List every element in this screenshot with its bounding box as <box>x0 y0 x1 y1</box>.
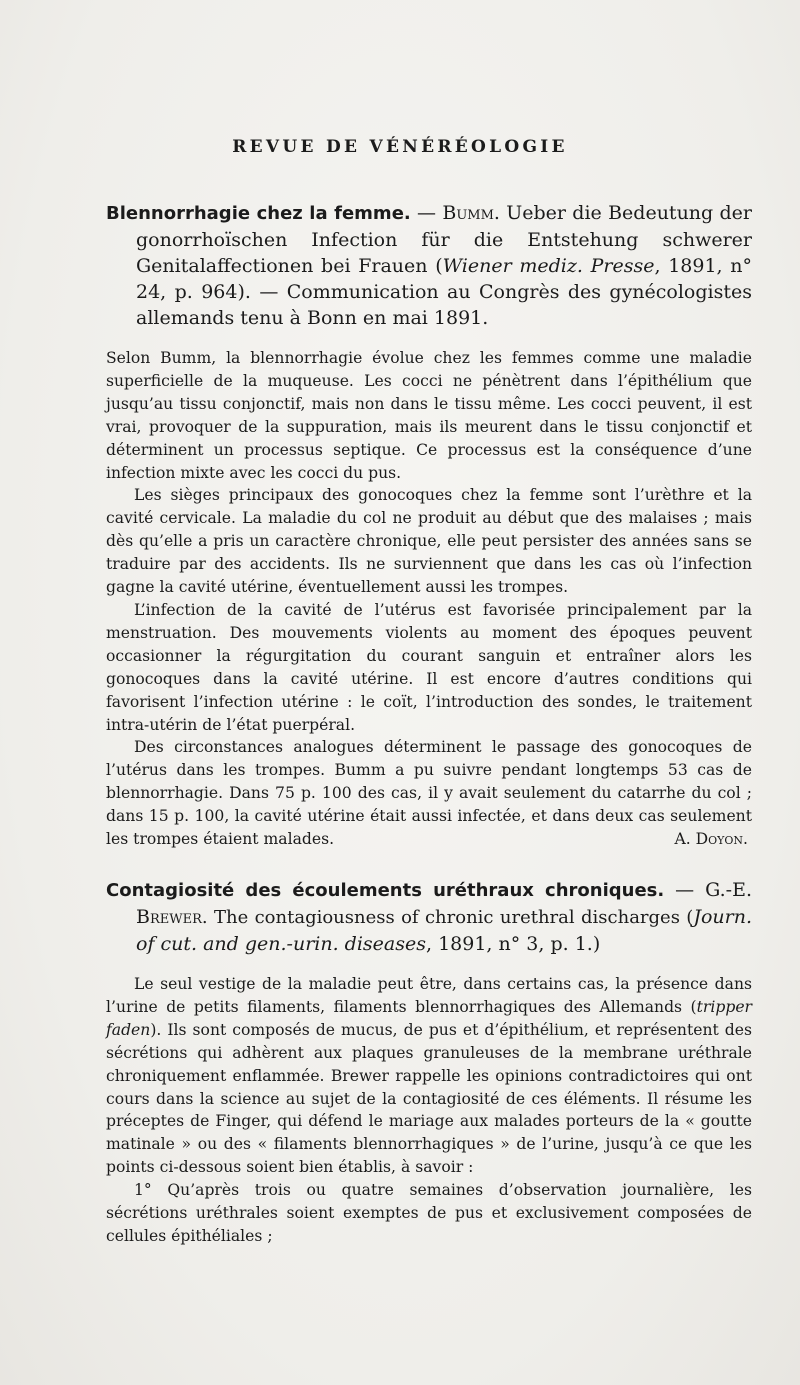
article-subject: Contagiosité des écoulements uréthraux chroniques. <box>106 880 665 901</box>
body-paragraph: Selon Bumm, la blennorrhagie évolue chez les femmes comme une maladie superficielle de la muqueuse. Les cocci ne pénètrent dans l’épithélium que jusqu’au tissu conjonctif, mais non dans le tissu même. Les cocci peuvent, il est vrai, provoquer de la suppuration, mais ils meurent dans le tissu conjonctif et déterminent un processus septique. Ce processus est la conséquence d’une infection mixte avec les cocci du pus. <box>106 349 752 482</box>
article-title-post: , 1891, n° 3, p. 1.) <box>426 933 601 955</box>
article-blennorrhagie <box>106 200 752 851</box>
signature: A. Doyon. <box>674 830 748 849</box>
article-author: G.-E. Brewer <box>136 879 752 928</box>
running-head: REVUE DE VÉNÉRÉOLOGIE <box>232 137 568 157</box>
article-title-post: , 1891, n° 24, p. 964). — Communication au Congrès des gynécologistes allemands tenu à Bonn en mai 1891. <box>136 255 752 329</box>
article-journal: Wiener mediz. Presse <box>442 255 655 277</box>
body-paragraph: L’infection de la cavité de l’utérus est favorisée principalement par la menstruation. Des mouvements violents au moment des époques peuvent occasionner la régurgitation du courant sanguin et entraîner alors les gonocoques dans la cavité utérine. Il est encore d’autres conditions qui favorisent l’infection utérine : le coït, l’introduction des sondes, le traitement intra-utérin de l’état puerpéral. <box>106 600 752 734</box>
paragraph-text: ). Ils sont composés de mucus, de pus et d’épithélium, et représentent des sécrétions qui adhèrent aux plaques granuleuses de la membrane uréthrale chroniquement enflammée. Brewer rappelle les opinions contradictoires qui ont cours dans la science au sujet de la contagiosité de ces éléments. Il résume les préceptes de Finger, qui défend le mariage aux malades porteurs de la « goutte matinale » ou des « filaments blennorrhagiques » de l’urine, jusqu’à ce que les points ci-dessous soient bien établis, à savoir : <box>106 1020 752 1177</box>
article-heading <box>106 200 752 331</box>
article-author: Bumm <box>442 202 494 224</box>
article-journal: Journ. of cut. and gen.-urin. diseases <box>136 906 752 955</box>
article-subject: Blennorrhagie chez la femme. <box>106 203 411 224</box>
paragraph-italic: tripper faden <box>106 997 752 1039</box>
article-title-pre: . The contagiousness of chronic urethral discharges ( <box>201 907 694 928</box>
body-paragraph: Les sièges principaux des gonocoques chez la femme sont l’urèthre et la cavité cervicale. La maladie du col ne produit au début que des malaises ; mais dès qu’elle a pris un caractère chronique, elle peut persister des années sans se traduire par des accidents. Ils ne surviennent que dans les cas où l’infection gagne la cavité utérine, éventuellement aussi les trompes. <box>106 486 752 597</box>
article-heading <box>106 877 752 957</box>
article-body <box>106 347 752 851</box>
body-paragraph: 1° Qu’après trois ou quatre semaines d’observation journalière, les sécrétions uréthrales soient exemptes de pus et exclusivement composées de cellules épithéliales ; <box>106 1181 752 1245</box>
article-body <box>106 973 752 1248</box>
body-paragraph-last <box>106 736 752 851</box>
article-title-pre: . Ueber die Bedeutung der gonorrhoïschen Infection für die Entstehung schwerer Genitalaffectionen bei Frauen ( <box>136 202 752 277</box>
last-paragraph-text: Des circonstances analogues déterminent le passage des gonocoques de l’utérus dans les trompes. Bumm a pu suivre pendant longtemps 53 cas de blennorrhagie. Dans 75 p. 100 des cas, il y avait seulement du catarrhe du col ; dans 15 p. 100, la cavité utérine était aussi infectée, et dans deux cas seulement les trompes étaient malades. <box>106 738 752 849</box>
heading-dash: — <box>410 202 443 224</box>
body-paragraph <box>106 973 752 1179</box>
heading-dash: — <box>664 879 706 901</box>
paragraph-text: Le seul vestige de la maladie peut être, dans certains cas, la présence dans l’urine de petits filaments, filaments blennorrhagiques des Allemands ( <box>106 975 752 1016</box>
article-contagiosite <box>106 877 752 1248</box>
